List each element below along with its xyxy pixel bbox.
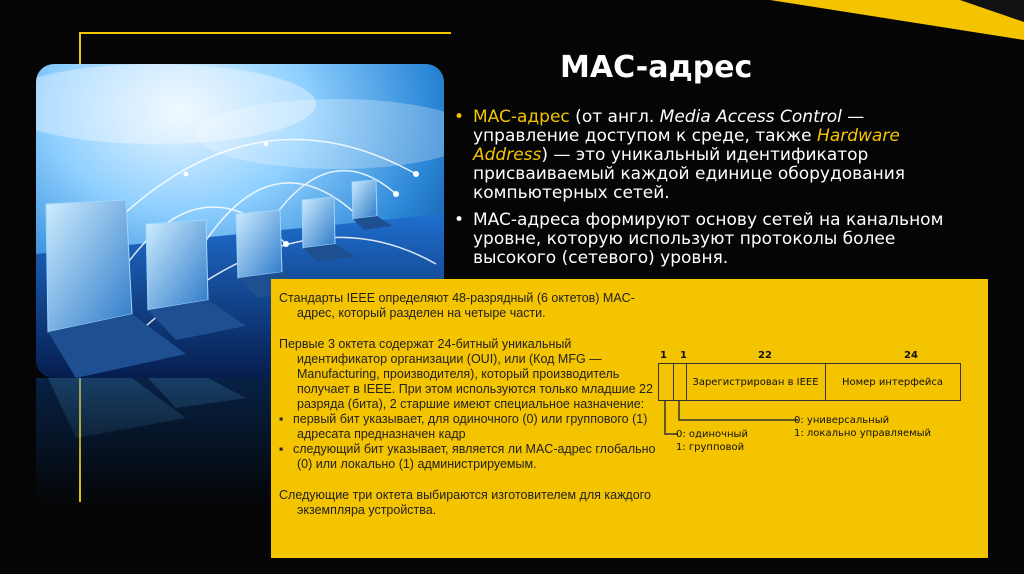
frame-line-top xyxy=(79,32,451,34)
bit-label-1: 1 xyxy=(660,350,667,361)
segment-interface-number: Номер интерфейса xyxy=(825,363,961,401)
bit-label-22: 22 xyxy=(758,350,772,361)
definition-text-1: (от англ. xyxy=(569,107,660,127)
top-accent-stripes xyxy=(0,0,1024,60)
bullet-marker: • xyxy=(454,210,465,230)
slide-title: MAC-адрес xyxy=(560,50,753,85)
info-paragraph-oui: Первые 3 октета содержат 24-битный уникальный идентификатор организации (OUI), или (Код MFG — Manufacturing, производителя), который производитель получает в IEEE. При этом используются только младшие 22 разряда (бита), 2 старшие имеют специальное назначение: xyxy=(279,337,653,411)
term-media-access-control: Media Access Control xyxy=(659,107,842,127)
legend-ig-0: 0: одиночный xyxy=(676,429,748,440)
bullet-list xyxy=(452,108,972,276)
legend-ig-bit xyxy=(676,428,748,454)
bullet-text: MAC-адреса формируют основу сетей на канальном уровне, которую используют протоколы более высокого (сетевого) уровня. xyxy=(473,210,944,268)
legend-ig-1: 1: групповой xyxy=(676,442,745,453)
mac-address-diagram xyxy=(658,346,978,476)
info-text xyxy=(279,291,659,534)
definition-text-2: — управление доступом к среде, также xyxy=(473,107,865,146)
info-subitem-text: первый бит указывает, для одиночного (0) или группового (1) адресата предназначен кадр xyxy=(293,412,648,441)
info-subitem-first-bit xyxy=(279,412,659,442)
info-subitem-text: следующий бит указывает, является ли MAC-адрес глобально (0) или локально (1) администрируемым. xyxy=(293,442,656,471)
square-bullet-icon: ▪ xyxy=(279,412,284,426)
term-hardware-address: Hardware Address xyxy=(473,126,900,165)
bit-label-2: 1 xyxy=(680,350,687,361)
info-box xyxy=(271,279,988,558)
term-mac-address: MAC-адрес xyxy=(473,107,570,127)
bit-label-24: 24 xyxy=(904,350,918,361)
segment-oui: Зарегистрирован в IEEE xyxy=(686,363,826,401)
legend-ul-bit xyxy=(794,414,931,440)
legend-ul-1: 1: локально управляемый xyxy=(794,428,932,439)
segment-ul-bit xyxy=(672,363,687,401)
info-subitem-second-bit xyxy=(279,442,659,472)
bullet-item-definition xyxy=(452,108,972,203)
bullet-item-link-layer xyxy=(452,211,972,268)
definition-text-3: ) — это уникальный идентификатор присваиваемый каждой единице оборудования компьютерных сетей. xyxy=(473,145,905,203)
bullet-marker: • xyxy=(454,107,465,127)
legend-ul-0: 0: универсальный xyxy=(794,415,890,426)
square-bullet-icon: ▪ xyxy=(279,442,284,456)
info-paragraph-standards: Стандарты IEEE определяют 48-разрядный (6 октетов) MAC-адрес, который разделен на четыре части. xyxy=(279,291,635,320)
info-paragraph-nic: Следующие три октета выбираются изготовителем для каждого экземпляра устройства. xyxy=(279,488,651,517)
